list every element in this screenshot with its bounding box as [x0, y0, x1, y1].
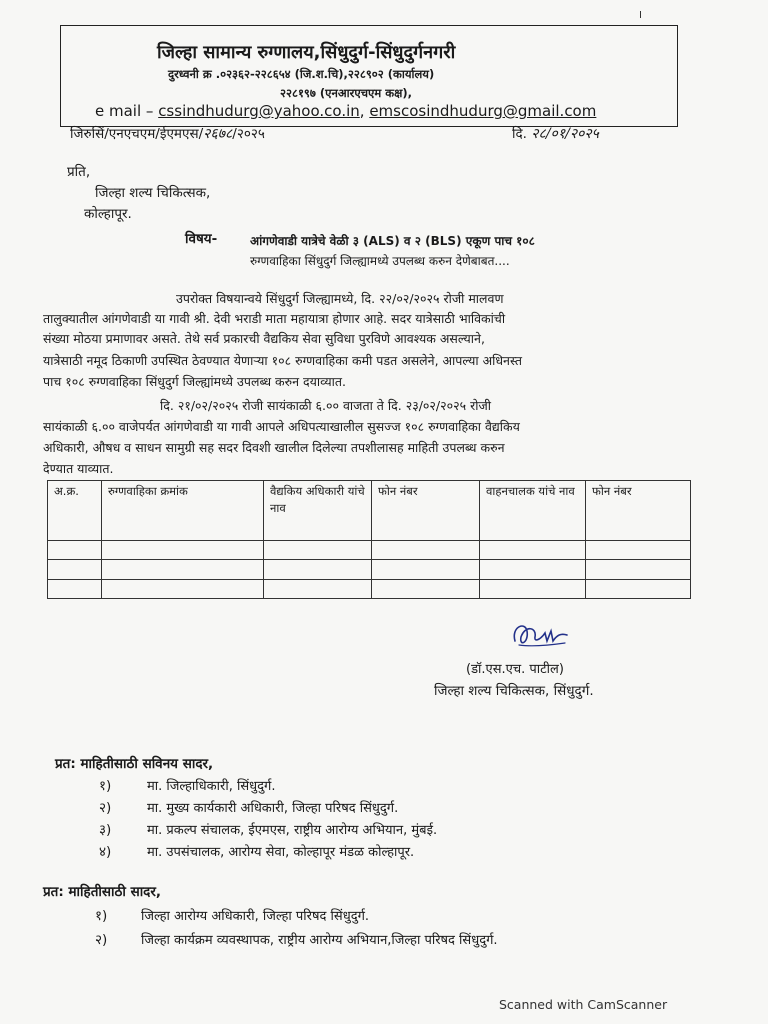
copy-submission-item-number: ३) — [99, 822, 112, 838]
reference-prefix: जिरुसिं/एनएचएम/ईएमएस/ — [70, 126, 204, 142]
reference-number — [70, 124, 265, 143]
body-line: अधिकारी, औषध व साधन सामुग्री सह सदर दिवशी खालील दिलेल्या तपशीलासह माहिती उपलब्ध करुन — [43, 440, 505, 455]
table-cell — [586, 560, 691, 579]
body-line: दि. २१/०२/२०२५ रोजी सायंकाळी ६.०० वाजता ते दि. २३/०२/२०२५ रोजी — [160, 398, 491, 413]
table-cell — [586, 579, 691, 598]
subject-line-2: रुग्णवाहिका सिंधुदुर्ग जिल्ह्यामध्ये उपलब्ध करुन देणेबाबत.... — [250, 254, 510, 268]
body-line: उपरोक्त विषयान्वये सिंधुदुर्ग जिल्ह्यामध्ये, दि. २२/०२/२०२५ रोजी मालवण — [176, 291, 504, 306]
email-link-2[interactable]: emscosindhudurg@gmail.com — [369, 102, 597, 120]
email-link-1[interactable]: cssindhudurg@yahoo.co.in — [158, 102, 360, 120]
letter-date — [512, 124, 599, 143]
body-line: देण्यात याव्यात. — [43, 461, 114, 476]
copy-submission-item: मा. जिल्हाधिकारी, सिंधुदुर्ग. — [147, 779, 276, 794]
table-cell — [102, 560, 264, 579]
table-cell — [372, 579, 480, 598]
letterhead-title: जिल्हा सामान्य रुग्णालय,सिंधुदुर्ग-सिंधुदुर्गनगरी — [157, 42, 456, 63]
table-header-cell: फोन नंबर — [586, 481, 691, 541]
date-value: २८/०१/२०२५ — [531, 126, 599, 142]
scanner-watermark: Scanned with CamScanner — [499, 997, 668, 1012]
table-cell — [48, 560, 102, 579]
table-cell — [102, 541, 264, 560]
subject-label: विषय- — [185, 231, 218, 247]
table-cell — [48, 541, 102, 560]
table-cell — [372, 541, 480, 560]
letterhead-phone: दुरध्वनी क्र .०२३६२-२२८६५४ (जि.श.चि),२२८९०२ (कार्यालय) — [168, 67, 435, 81]
table-cell — [586, 541, 691, 560]
table-cell — [48, 579, 102, 598]
email-separator: , — [359, 102, 365, 120]
table-header-cell: वैद्यकिय अधिकारी यांचे नाव — [264, 481, 372, 541]
copy-submission-item: मा. प्रकल्प संचालक, ईएमएस, राष्ट्रीय आरोग्य अभियान, मुंबई. — [147, 823, 438, 838]
table-cell — [372, 560, 480, 579]
body-line: सायंकाळी ६.०० वाजेपर्यत आंगणेवाडी या गावी आपले अधिपत्याखालील सुसज्ज १०८ रुग्णवाहिका वैद्यकिय — [43, 419, 520, 434]
copy-submission-item: मा. उपसंचालक, आरोग्य सेवा, कोल्हापूर मंडळ कोल्हापूर. — [147, 845, 415, 860]
table-cell — [264, 541, 372, 560]
copy-info-heading: प्रत: माहितीसाठी सादर, — [43, 884, 162, 900]
copy-submission-item-number: २) — [99, 800, 112, 816]
table-header-cell: अ.क्र. — [48, 481, 102, 541]
table-row — [48, 541, 691, 560]
copy-submission-heading: प्रत: माहितीसाठी सविनय सादर, — [55, 756, 214, 772]
recipient-city: कोल्हापूर. — [84, 206, 132, 222]
table-cell — [480, 541, 586, 560]
signatory-designation: जिल्हा शल्य चिकित्सक, सिंधुदुर्ग. — [434, 683, 594, 699]
copy-submission-item-number: ४) — [99, 844, 112, 860]
body-line: संख्या मोठया प्रमाणावर असते. तेथे सर्व प्रकारची वैद्यकिय सेवा सुविधा पुरविणे आवश्यक असल्याने, — [43, 331, 485, 346]
reference-handwritten-number: २६७८ — [203, 126, 233, 142]
recipient-designation: जिल्हा शल्य चिकित्सक, — [95, 185, 211, 201]
table-row — [48, 560, 691, 579]
email-prefix: e mail – — [95, 102, 154, 120]
table-cell — [480, 560, 586, 579]
date-prefix: दि. — [512, 126, 527, 142]
letterhead-email-line — [95, 102, 596, 120]
copy-info-item-number: १) — [95, 908, 108, 924]
body-line: तालुक्यातील आंगणेवाडी या गावी श्री. देवी भराडी माता महायात्रा होणार आहे. सदर यात्रेसाठी भाविकांची — [43, 311, 506, 326]
table-cell — [480, 579, 586, 598]
subject-line-1: आंगणेवाडी यात्रेचे वेळी ३ (ALS) व २ (BLS) एकूण पाच १०८ — [250, 234, 535, 248]
signature-mark — [507, 617, 571, 657]
table-row — [48, 579, 691, 598]
copy-submission-item: मा. मुख्य कार्यकारी अधिकारी, जिल्हा परिषद सिंधुदुर्ग. — [147, 801, 399, 816]
table-cell — [264, 560, 372, 579]
scan-speck — [640, 11, 641, 18]
table-header-row — [48, 481, 691, 541]
copy-info-item-number: २) — [95, 932, 108, 948]
table-cell — [102, 579, 264, 598]
body-line: यात्रेसाठी नमूद ठिकाणी उपस्थित ठेवण्यात येणाऱ्या १०८ रुग्णवाहिका कमी पडत असलेने, आपल्या अधिनस्त — [43, 353, 522, 368]
letterhead-phone-2: २२८१९७ (एनआरएचएम कक्ष), — [280, 86, 412, 100]
copy-info-item: जिल्हा कार्यक्रम व्यवस्थापक, राष्ट्रीय आरोग्य अभियान,जिल्हा परिषद सिंधुदुर्ग. — [141, 933, 498, 948]
body-line: पाच १०८ रुग्णवाहिका सिंधुदुर्ग जिल्ह्यांमध्ये उपलब्ध करुन दयाव्यात. — [43, 374, 347, 389]
ambulance-details-table — [47, 480, 691, 599]
copy-info-item: जिल्हा आरोग्य अधिकारी, जिल्हा परिषद सिंधुदुर्ग. — [141, 909, 370, 924]
table-header-cell: फोन नंबर — [372, 481, 480, 541]
table-cell — [264, 579, 372, 598]
copy-submission-item-number: १) — [99, 778, 112, 794]
table-header-cell: वाहनचालक यांचे नाव — [480, 481, 586, 541]
recipient-salutation: प्रति, — [67, 164, 91, 180]
signature-scribble-icon — [507, 617, 571, 653]
reference-year: /२०२५ — [232, 126, 265, 142]
table-header-cell: रुग्णवाहिका क्रमांक — [102, 481, 264, 541]
signatory-name: (डॉ.एस.एच. पाटील) — [466, 662, 564, 677]
